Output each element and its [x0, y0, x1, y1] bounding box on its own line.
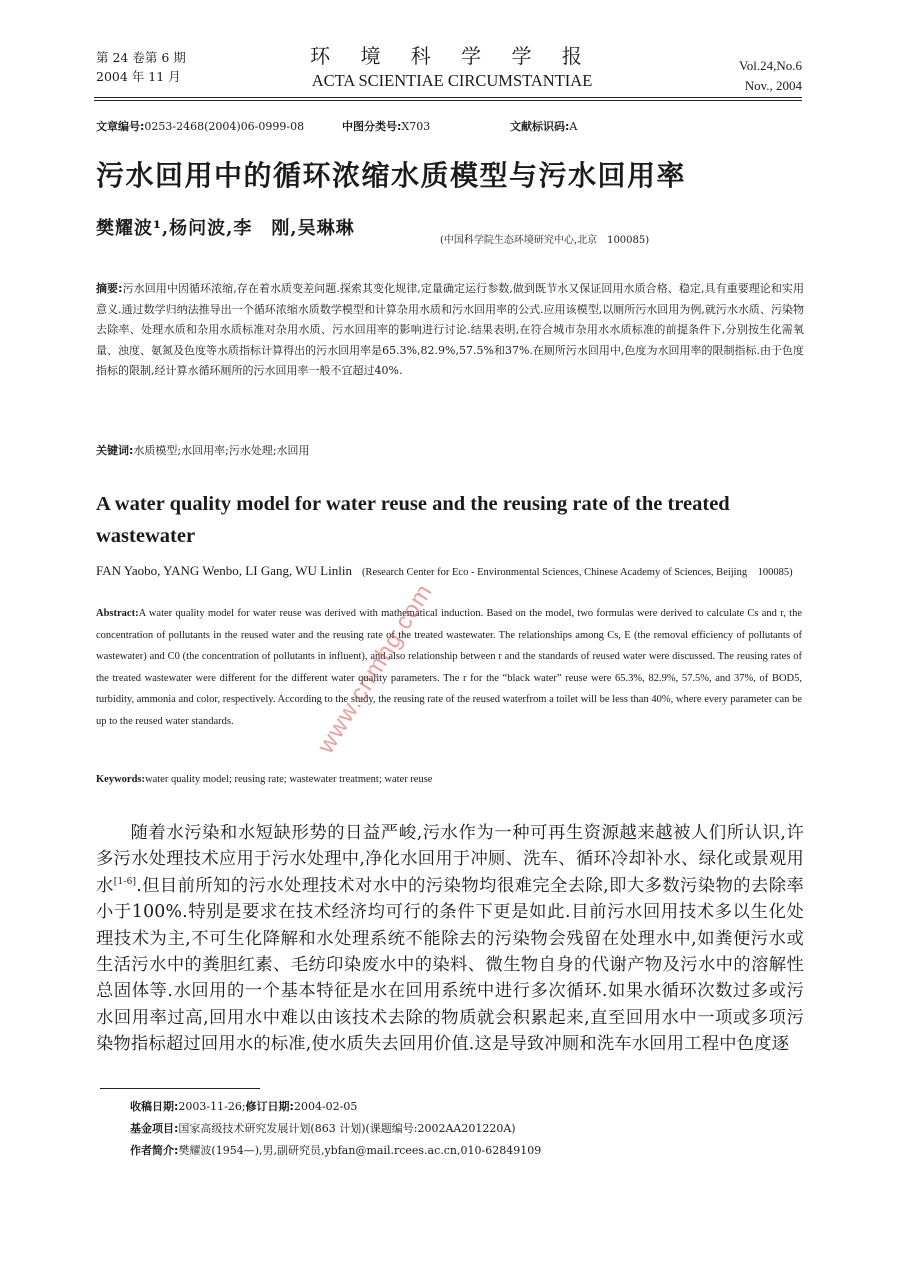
- volume-en: Vol.24,No.6: [739, 58, 802, 73]
- footnote-fund: [130, 1118, 541, 1140]
- footnote-bio: [130, 1140, 541, 1162]
- document-code-value: A: [569, 120, 578, 133]
- fund-text: 国家高级技术研究发展计划(863 计划)(课题编号:2002AA201220A): [178, 1122, 516, 1135]
- article-number-value: 0253-2468(2004)06-0999-08: [144, 120, 305, 133]
- body-paragraph: [96, 820, 804, 1058]
- journal-name-cn: 环 境 科 学 学 报: [310, 44, 594, 68]
- date-cn: 2004 年 11 月: [96, 69, 181, 84]
- body-text-part2: .但目前所知的污水处理技术对水中的污染物均很难完全去除,即大多数污染物的去除率小于100%.特别是要求在技术经济均可行的条件下更是如此.目前污水回用技术多以生化处理技术为主,不可生化降解和水处理系统不能除去的污染物会残留在处理水中,如粪便污水或生活污水中的粪胆红素、毛纺印染废水中的染料、微生物自身的代谢产物及污水中的溶解性总固体等.水回用的一个基本特征是水在回用系统中进行多次循环.如果水循环次数过多或污水回用率过高,回用水中难以由该技术去除的物质就会积累起来,直至回用水中一项或多项污染物指标超过回用水的标准,使水质失去回用价值.这是导致冲厕和洗车水回用工程中色度逐: [96, 875, 804, 1055]
- abstract-en: [96, 603, 802, 733]
- keywords-en-label: Keywords:: [96, 774, 145, 785]
- received-date: 2003-11-26;: [178, 1100, 246, 1113]
- revised-date: 2004-02-05: [293, 1100, 358, 1113]
- article-number-label: 文章编号:: [96, 120, 145, 133]
- received-label: 收稿日期:: [130, 1100, 179, 1113]
- keywords-en-text: water quality model; reusing rate; wastewater treatment; water reuse: [145, 774, 433, 785]
- issue-cn: 第 24 卷第 6 期: [96, 50, 186, 65]
- header-issue-block: [96, 48, 186, 86]
- abstract-cn: [96, 279, 804, 382]
- authors-en-block: [96, 560, 808, 584]
- document-code: [510, 118, 577, 134]
- document-code-label: 文献标识码:: [510, 120, 570, 133]
- clc-label: 中图分类号:: [342, 120, 402, 133]
- affiliation-cn: (中国科学院生态环境研究中心,北京 100085): [440, 235, 650, 246]
- abstract-cn-text: 污水回用中因循环浓缩,存在着水质变差问题.探索其变化规律,定量确定运行参数,做到既节水又保证回用水质合格、稳定,具有重要理论和实用意义.通过数学归纳法推导出一个循环浓缩水质数学模型和计算杂用水质和污水回用率的公式.应用该模型,以厕所污水回用为例,就污水水质、污染物去除率、处理水质和杂用水质标准对杂用水质、污水回用率的影响进行讨论.结果表明,在符合城市杂用水水质标准的前提条件下,分别按生化需氧量、浊度、氨氮及色度等水质指标计算得出的污水回用率是65.3%,82.9%,57.5%和37%.在厕所污水回用中,色度为水回用率的限制指标.由于色度指标的限制,经计算水循环厕所的污水回用率一般不宜超过40%.: [96, 282, 804, 378]
- footnote-rule: [100, 1088, 260, 1089]
- body-text-part1: 随着水污染和水短缺形势的日益严峻,污水作为一种可再生资源越来越被人们所认识,许多污水处理技术应用于污水处理中,净化水回用于冲厕、洗车、循环冷却补水、绿化或景观用水: [96, 823, 804, 896]
- header-volume-block: [739, 56, 802, 96]
- article-number: [96, 118, 304, 134]
- affiliation-en: (Research Center for Eco - Environmental Sciences, Chinese Academy of Sciences, Beijing 100085): [361, 567, 793, 578]
- title-en: A water quality model for water reuse and the reusing rate of the treated wastewater: [96, 493, 730, 547]
- header-rule-top: [94, 97, 802, 98]
- footnote-dates: [130, 1096, 541, 1118]
- header-rule-bottom: [94, 100, 802, 101]
- date-en: Nov., 2004: [744, 78, 802, 93]
- journal-name-en: ACTA SCIENTIAE CIRCUMSTANTIAE: [311, 71, 593, 90]
- bio-label: 作者简介:: [130, 1144, 179, 1157]
- watermark-text: www.cnmhg.com: [312, 579, 439, 759]
- abstract-en-label: Abstract:: [96, 608, 139, 619]
- header-journal-block: [280, 44, 624, 92]
- abstract-en-text: A water quality model for water reuse was derived with mathematical induction. Based on the model, two formulas were derived to calculate Cs and r, the concentration of pollutants in the reused water and the reusing rate of the treated wastewater. The relationships among Cs, E (the removal efficiency of pollutants of wastewater) and C0 (the concentration of pollutants in influent), and also relationship between r and the standards of reused water were discussed. The reusing rates of the treated wastewater were different for the different water quality parameters. The r for the “black water” reuse were 65.3%, 82.9%, 57.5%, and 37%, of BOD5, turbidity, ammonia and color, respectively. According to the study, the reusing rate of the reused waterfrom a toilet will be less than 40%, where every parameter can be up to the reused water standards.: [96, 608, 802, 727]
- keywords-cn: [96, 442, 310, 458]
- footnotes: [130, 1096, 541, 1162]
- authors-cn: 樊耀波¹,杨问波,李 刚,吴琳琳: [96, 218, 355, 239]
- clc-value: X703: [401, 120, 431, 133]
- revised-label: 修订日期:: [245, 1100, 294, 1113]
- bio-text: 樊耀波(1954—),男,副研究员,ybfan@mail.rcees.ac.cn,010-62849109: [178, 1144, 542, 1157]
- abstract-cn-label: 摘要:: [96, 282, 123, 295]
- citation-ref: [1-6]: [113, 877, 137, 888]
- keywords-cn-text: 水质模型;水回用率;污水处理;水回用: [133, 444, 310, 457]
- clc-number: [342, 118, 430, 134]
- authors-en: FAN Yaobo, YANG Wenbo, LI Gang, WU Linlin: [96, 563, 352, 578]
- title-cn: 污水回用中的循环浓缩水质模型与污水回用率: [96, 159, 687, 192]
- keywords-cn-label: 关键词:: [96, 444, 134, 457]
- fund-label: 基金项目:: [130, 1122, 179, 1135]
- keywords-en: [96, 774, 432, 785]
